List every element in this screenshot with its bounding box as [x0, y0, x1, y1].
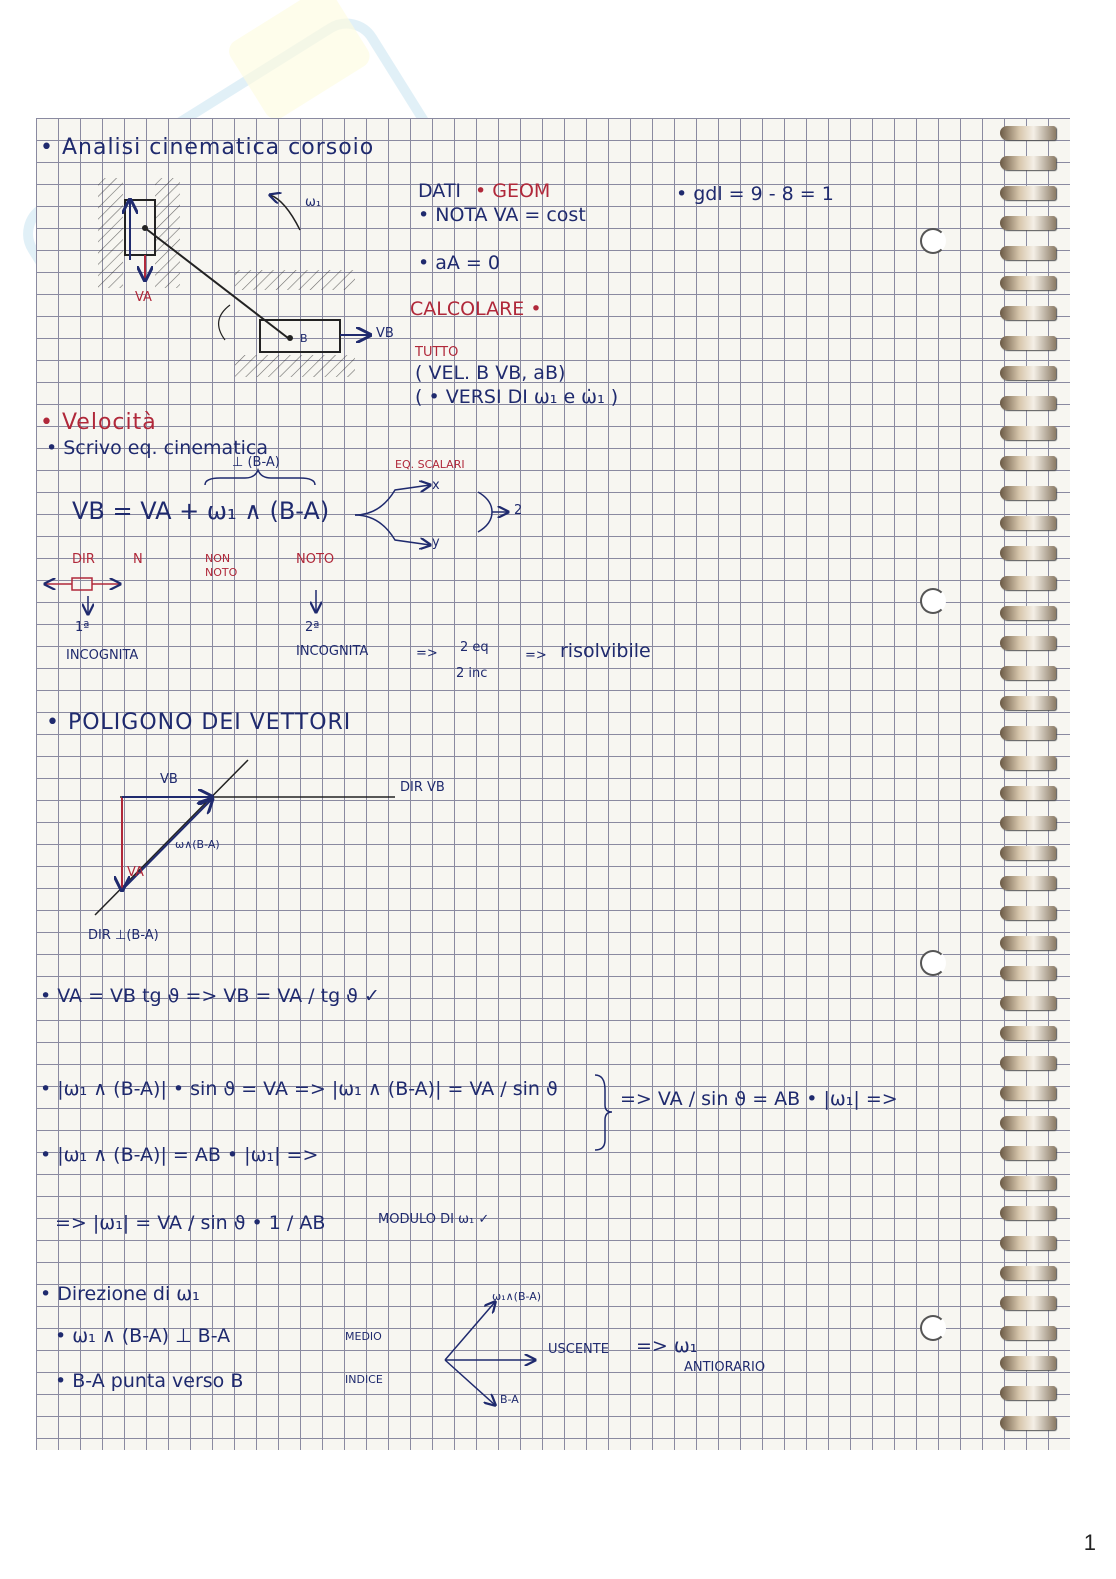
- result-2: 2: [514, 503, 523, 518]
- brace: [595, 1075, 612, 1150]
- formula-vb: • VA = VB tg ϑ => VB = VA / tg ϑ ✓: [40, 985, 380, 1007]
- perp-label: ⊥ (B-A): [232, 455, 280, 470]
- dir-label: DIR: [72, 552, 95, 567]
- page-number: 1: [1083, 1530, 1096, 1555]
- kinematic-equation: VB = VA + ω₁ ∧ (B-A): [72, 497, 330, 525]
- polygon-vb: VB: [160, 772, 178, 787]
- y-label: y: [432, 535, 440, 550]
- risolvibile: risolvibile: [560, 640, 651, 662]
- direzione-line1: • ω₁ ∧ (B-A) ⊥ B-A: [55, 1325, 231, 1347]
- direzione-heading: • Direzione di ω₁: [40, 1283, 200, 1305]
- formula-omega-result: => |ω₁| = VA / sin ϑ • 1 / AB: [55, 1212, 326, 1234]
- x-label: x: [432, 478, 440, 493]
- polygon-wa-ba: ω∧(B-A): [175, 838, 220, 851]
- incognita2: INCOGNITA: [296, 644, 369, 659]
- omega-direction-diagram: [445, 1302, 535, 1405]
- modulo-note: MODULO DI ω₁ ✓: [378, 1212, 490, 1227]
- n-label: N: [133, 552, 143, 567]
- velocita-heading: • Velocità: [40, 410, 157, 435]
- direzione-result: => ω₁: [636, 1335, 698, 1357]
- polygon-dir-vb: DIR VB: [400, 780, 445, 795]
- polygon-dir-perp: DIR ⊥(B-A): [88, 928, 159, 943]
- antiorario-note: ANTIORARIO: [684, 1360, 766, 1375]
- dati-header: DATI: [418, 180, 462, 202]
- formula-modulus-b: => VA / sin ϑ = AB • |ω₁| =>: [620, 1088, 898, 1110]
- omega-dir-wa-ba: ω₁∧(B-A): [492, 1290, 542, 1303]
- ba-label: B-A: [500, 1393, 519, 1406]
- incognita1: INCOGNITA: [66, 648, 139, 663]
- tutto-line1: ( VEL. B VB, aB): [415, 362, 566, 384]
- poligono-heading: • POLIGONO DEI VETTORI: [46, 710, 352, 735]
- omega-arc: [270, 195, 300, 230]
- formula-ab-omega: • |ω₁ ∧ (B-A)| = AB • |ω₁| =>: [40, 1144, 319, 1166]
- direzione-line2: • B-A punta verso B: [55, 1370, 244, 1392]
- arrow-1: =>: [416, 646, 438, 661]
- two-eq: 2 eq: [460, 640, 489, 655]
- calcolare-label: CALCOLARE •: [410, 298, 542, 320]
- b-label: B: [300, 332, 308, 345]
- vector-polygon: [95, 760, 395, 915]
- medio-tag: MEDIO: [345, 1330, 382, 1343]
- vb-label: VB: [376, 326, 394, 341]
- non-noto-label: NON NOTO: [205, 552, 238, 579]
- uscente-label: USCENTE: [548, 1342, 609, 1357]
- brace: [205, 470, 315, 485]
- slider-a-mechanism: [98, 178, 180, 288]
- tutto-line2: ( • VERSI DI ω₁ e ω̇₁ ): [415, 386, 619, 408]
- tutto-label: TUTTO: [415, 345, 459, 360]
- indice-tag: INDICE: [345, 1373, 383, 1386]
- arrow-2: =>: [525, 648, 547, 663]
- noto-label: NOTO: [296, 552, 335, 567]
- dati-nota: • NOTA VA = cost: [418, 204, 586, 226]
- polygon-va: VA: [127, 865, 144, 880]
- omega-label: ω₁: [305, 195, 322, 210]
- va-label: VA: [135, 290, 152, 305]
- dati-geom: • GEOM: [475, 180, 551, 202]
- incognita2-num: 2ª: [305, 620, 320, 635]
- scrivo-eq: • Scrivo eq. cinematica: [46, 437, 269, 459]
- dati-accel: • aA = 0: [418, 252, 500, 274]
- two-inc: 2 inc: [456, 666, 488, 681]
- incognita1-num: 1ª: [75, 620, 90, 635]
- slider-b-mechanism: [219, 270, 370, 377]
- page-title: • Analisi cinematica corsoio: [40, 135, 375, 160]
- eq-scalari: EQ. SCALARI: [395, 458, 465, 471]
- formula-modulus-a: • |ω₁ ∧ (B-A)| • sin ϑ = VA => |ω₁ ∧ (B-A)| = VA / sin ϑ: [40, 1078, 558, 1100]
- gdl-formula: • gdl = 9 - 8 = 1: [676, 183, 834, 205]
